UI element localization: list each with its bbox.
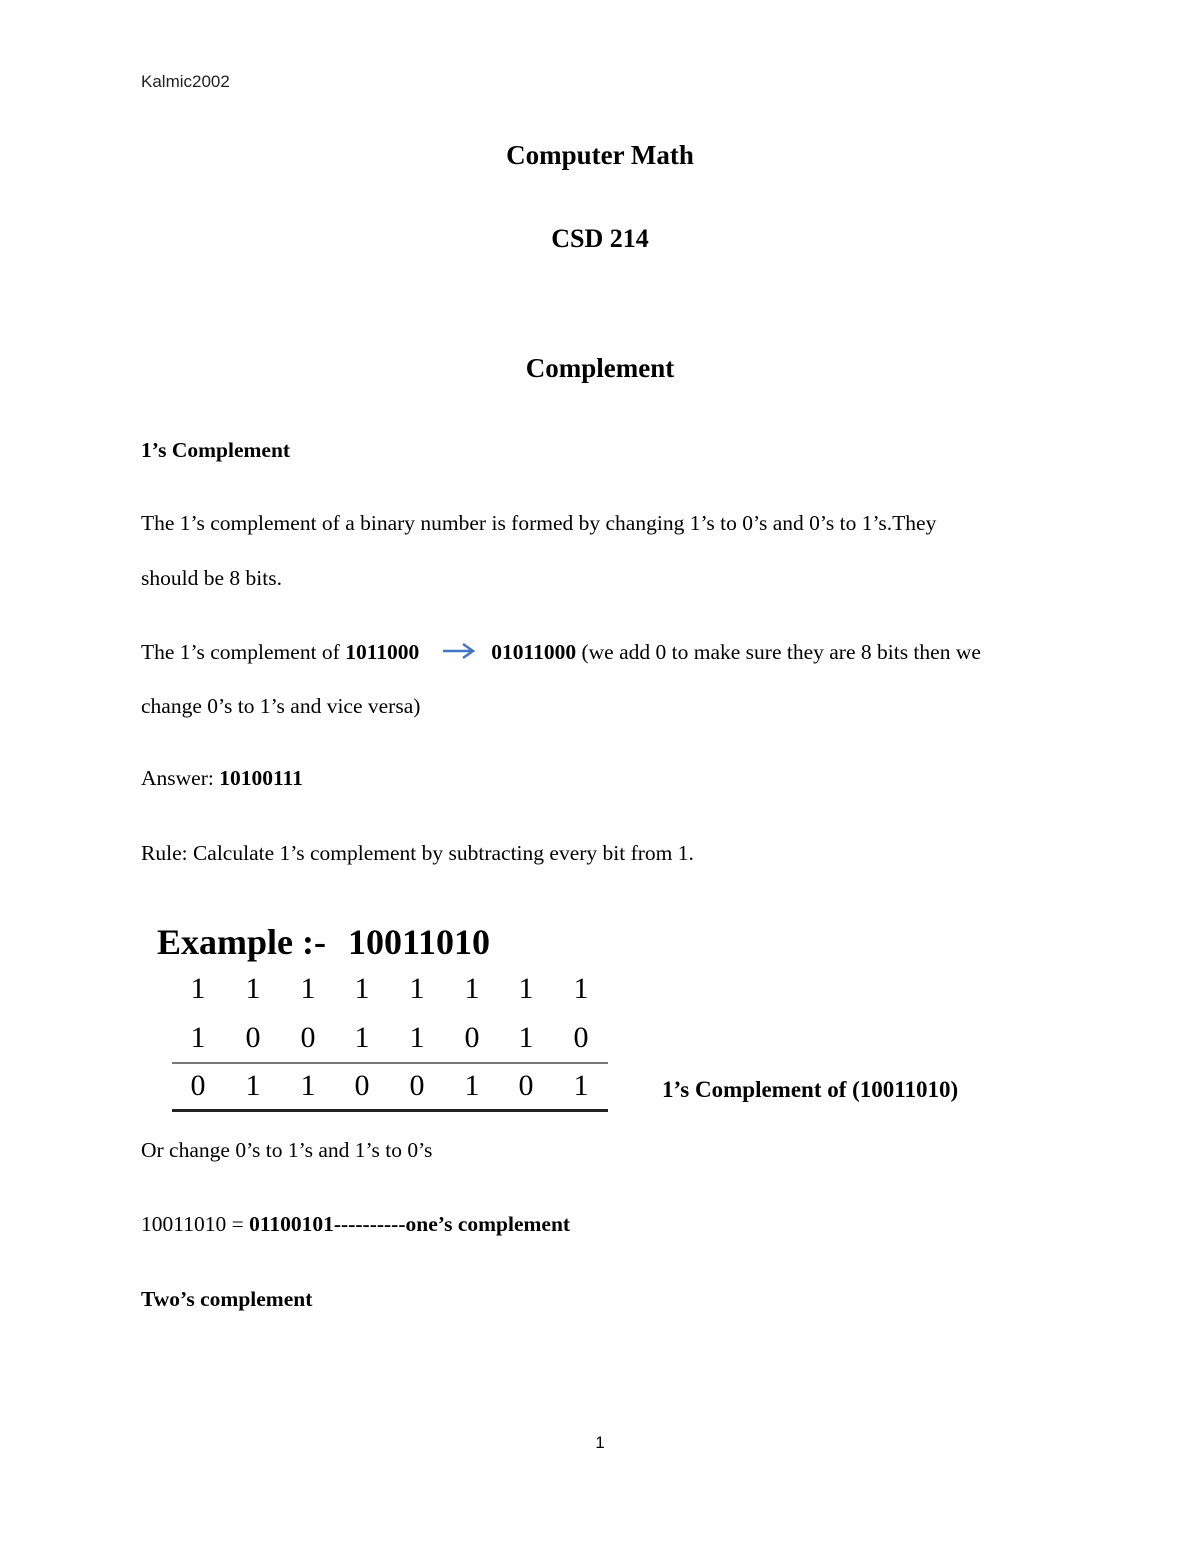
right-arrow-icon bbox=[441, 641, 477, 661]
bit-cell: 0 bbox=[245, 1021, 261, 1054]
document-title: Computer Math bbox=[506, 140, 694, 170]
answer-line bbox=[141, 766, 303, 791]
course-code: CSD 214 bbox=[551, 224, 649, 253]
header-author: Kalmic2002 bbox=[141, 72, 230, 91]
subtraction-divider bbox=[172, 1062, 608, 1064]
bit-cell: 1 bbox=[300, 1069, 316, 1102]
result-bits-row bbox=[172, 1069, 608, 1109]
bit-cell: 1 bbox=[190, 1021, 206, 1054]
bit-cell: 0 bbox=[300, 1021, 316, 1054]
subtrahend-ones-row bbox=[172, 972, 608, 1012]
example-title bbox=[157, 921, 490, 963]
definition-line-2: should be 8 bits. bbox=[141, 566, 282, 590]
bit-cell: 0 bbox=[409, 1069, 425, 1102]
equation-input: 10011010 = bbox=[141, 1212, 250, 1236]
answer-value: 10100111 bbox=[219, 766, 303, 790]
example-suffix: (we add 0 to make sure they are 8 bits then we bbox=[576, 640, 981, 664]
example-result-label: 1’s Complement of (10011010) bbox=[662, 1077, 959, 1102]
bit-cell: 0 bbox=[354, 1069, 370, 1102]
bit-cell: 1 bbox=[573, 972, 589, 1005]
bit-cell: 1 bbox=[573, 1069, 589, 1102]
bit-cell: 1 bbox=[300, 972, 316, 1005]
bit-cell: 1 bbox=[190, 972, 206, 1005]
bit-cell: 1 bbox=[245, 1069, 261, 1102]
bit-cell: 1 bbox=[518, 972, 534, 1005]
bit-cell: 1 bbox=[354, 1021, 370, 1054]
equation-result: 01100101----------one’s complement bbox=[249, 1212, 571, 1236]
rule-line: Rule: Calculate 1’s complement by subtracting every bit from 1. bbox=[141, 841, 694, 865]
result-underline bbox=[172, 1109, 608, 1112]
equation-line bbox=[141, 1212, 570, 1237]
definition-line-1: The 1’s complement of a binary number is formed by changing 1’s to 0’s and 0’s to 1’s.They bbox=[141, 511, 937, 535]
topic-heading: Complement bbox=[525, 353, 675, 383]
example-label: Example :- bbox=[157, 922, 326, 962]
ones-complement-heading: 1’s Complement bbox=[141, 438, 291, 462]
bit-cell: 0 bbox=[190, 1069, 206, 1102]
example-number: 10011010 bbox=[347, 922, 490, 962]
bit-cell: 1 bbox=[409, 1021, 425, 1054]
input-bits-row bbox=[172, 1021, 608, 1061]
answer-label: Answer: bbox=[141, 766, 220, 790]
example-sentence-line-2: change 0’s to 1’s and vice versa) bbox=[141, 694, 421, 718]
page-number: 1 bbox=[595, 1433, 605, 1452]
bit-cell: 1 bbox=[464, 1069, 480, 1102]
bit-cell: 1 bbox=[409, 972, 425, 1005]
bit-cell: 0 bbox=[464, 1021, 480, 1054]
bit-cell: 0 bbox=[518, 1069, 534, 1102]
bit-cell: 1 bbox=[518, 1021, 534, 1054]
bit-cell: 1 bbox=[464, 972, 480, 1005]
example-padded-binary: 01011000 bbox=[491, 640, 577, 664]
twos-complement-heading: Two’s complement bbox=[141, 1287, 313, 1311]
bit-cell: 1 bbox=[354, 972, 370, 1005]
bit-cell: 0 bbox=[573, 1021, 589, 1054]
example-sentence-line-1 bbox=[141, 640, 981, 665]
alternative-method-line: Or change 0’s to 1’s and 1’s to 0’s bbox=[141, 1138, 433, 1162]
bit-cell: 1 bbox=[245, 972, 261, 1005]
example-input-binary: 1011000 bbox=[345, 640, 420, 664]
example-prefix: The 1’s complement of bbox=[141, 640, 346, 664]
